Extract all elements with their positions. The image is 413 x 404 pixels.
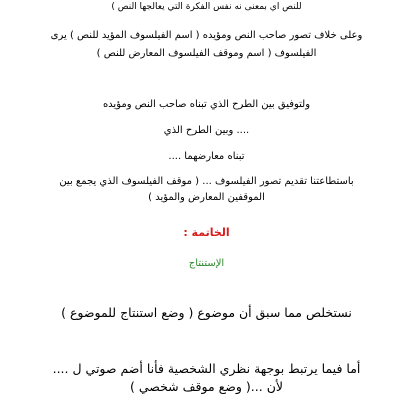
text-line-4: ولتوفيق بين الطرح الذي تبناه صاحب النص ومؤيده xyxy=(102,99,311,110)
text-line-8: الموقفين المعارض والمؤيد ) xyxy=(148,192,265,203)
text-line-12: أما فيما يرتبط بوجهة نظري الشخصية فأنا أضم صوتي ل .... xyxy=(52,361,361,376)
text-line-5: .... وبين الطرح الذي xyxy=(163,125,250,136)
conclusion-heading: الخاتمة : xyxy=(183,226,230,239)
text-line-1: للنص اي بمعنى نه نفس الفكرة التي يعالجها النص ) xyxy=(111,2,302,12)
text-line-11: نستخلص مما سبق أن موضوع ( وضع استنتاج للموضوع ) xyxy=(61,305,352,320)
text-line-2: وعلى خلاف تصور صاحب النص ومؤيده ( اسم الفيلسوف المؤيد للنص ) يرى xyxy=(50,30,363,41)
text-line-7: باستطاعتنا تقديم تصور الفيلسوف ... ( موقف الفيلسوف الذي يجمع بين xyxy=(59,176,354,187)
deduction-subheading: الإستنتاج xyxy=(188,258,225,269)
text-line-6: تبناه معارضهما .... xyxy=(168,151,245,162)
text-line-3: الفيلسوف ( اسم وموقف الفيلسوف المعارض للنص ) xyxy=(96,48,317,59)
text-line-13: لأن ...( وضع موقف شخصي ) xyxy=(129,379,284,394)
